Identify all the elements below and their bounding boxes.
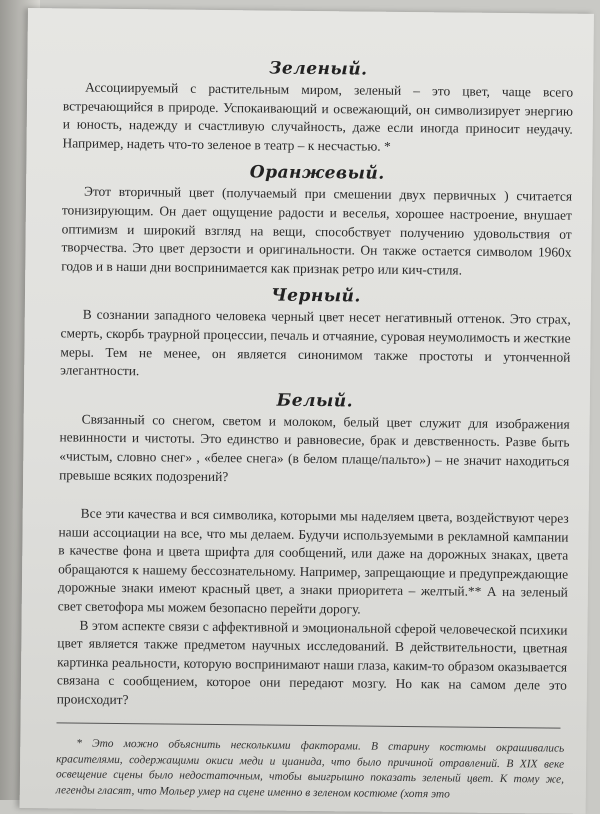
footnote-text: * Это можно объяснить несколькими факторами. В старину костюмы окрашивались красителями, содержащими окиси меди и цианида, что было причиной отравлений. В XIX веке освещение сцены было недостаточным, чтобы выигрышно показать зеленый цвет. К тому же, легенды гласят, что Мольер умер на сцене именно в зеленом костюме (хотя это: [55, 737, 565, 800]
section-white: [59, 388, 570, 490]
footnote-divider: [57, 722, 561, 728]
section-green: [62, 56, 573, 158]
section-orange: [61, 161, 572, 281]
section-text-white: Связанный со снегом, светом и молоком, белый цвет служит для изображения невинности и чистоты. Это единство и равновесие, брак и девственность. Разве быть «чистым, словно снег» , «белее снега» (в белом плаще/пальто») – не значит находиться превыше всяких подозрений?: [59, 411, 570, 484]
section-title-black: Черный.: [271, 285, 361, 307]
section-title-white: Белый.: [276, 390, 354, 412]
section-black: [60, 284, 571, 386]
section-text-black: В сознании западного человека черный цвет несет негативный оттенок. Это страх, смерть, скорбь траурной процессии, печаль и отчаяние, суровая неумолимость и жесткие меры. Тем не менее, он является синонимом также простоты и утонченной элегантности.: [60, 306, 571, 379]
section-title-green: Зеленый.: [269, 58, 368, 80]
section-text-green: Ассоциируемый с растительным миром, зеленый – это цвет, чаще всего встречающийся в природе. Успокаивающий и освежающий, он символизирует энергию и юность, надежду и счастливую случайность, даже если иногда приносит неудачу. Например, надеть что-то зеленое в театр – к несчастью. *: [62, 79, 574, 154]
body-paragraph-science: В этом аспекте связи с аффективной и эмоциональной сферой человеческой психики цвет является также предметом научных исследований. В действительности, цветная картинка реальности, которую воспринимают наши глаза, каким-то образом оказывается связана с сообщением, которое они передают мозгу. Но как на самом деле это происходит?: [56, 617, 568, 708]
section-text-orange: Этот вторичный цвет (получаемый при смешении двух первичных ) считается тонизирующим. Он дает ощущение радости и веселья, хорошее настроение, внушает оптимизм и широкий взгляд на вещи, способствует получению удовольствия от творчества. Это цвет дерзости и оригинальности. Он также остается символом 1960х годов и в наши дни воспринимается как признак ретро или кич-стиля.: [61, 183, 573, 278]
page-content: [57, 48, 574, 714]
section-title-orange: Оранжевый.: [249, 162, 385, 185]
book-page: [20, 8, 594, 814]
body-paragraph-symbolism: Все эти качества и вся символика, которыми мы наделяем цвета, воздействуют через наши ассоциации на все, что мы делаем. Будучи используемыми в рекламной кампании в качестве фона и цвета шрифта для сообщений, или даже на дорожных знаках, цвета обращаются к нашему бессознательному. Например, запрещающие и предупреждающие дорожные знаки имеют красный цвет, а знаки приоритета – желтый.** А на зеленый свет светофора мы можем безопасно перейти дорогу.: [57, 505, 569, 617]
